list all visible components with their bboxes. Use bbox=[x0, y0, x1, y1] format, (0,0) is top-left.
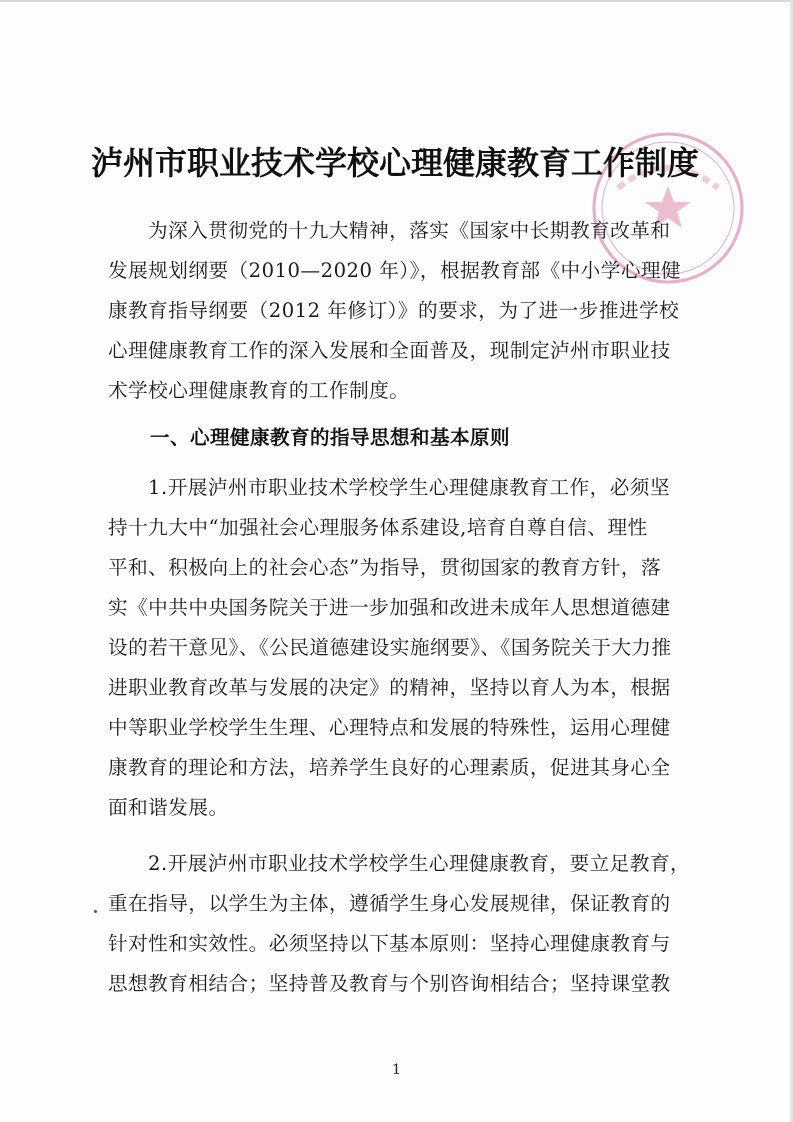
text-line: 实《中共中央国务院关于进一步加强和改进未成年人思想道德建 bbox=[108, 596, 671, 619]
scan-speck bbox=[94, 910, 97, 913]
text-line: 心理健康教育工作的深入发展和全面普及，现制定泸州市职业技 bbox=[108, 339, 671, 362]
text-line: 术学校心理健康教育的工作制度。 bbox=[108, 379, 410, 402]
text-line: 思想教育相结合；坚持普及教育与个别咨询相结合；坚持课堂教 bbox=[108, 972, 671, 995]
text-line: 康教育指导纲要（2012 年修订）》的要求，为了进一步推进学校 bbox=[108, 299, 680, 322]
text-line: 2.开展泸州市职业技术学校学生心理健康教育，要立足教育， bbox=[148, 852, 691, 875]
text-line: 平和、积极向上的社会心态”为指导，贯彻国家的教育方针，落 bbox=[108, 556, 662, 579]
text-line: 康教育的理论和方法，培养学生良好的心理素质，促进其身心全 bbox=[108, 756, 671, 779]
page-number: 1 bbox=[392, 1062, 401, 1078]
text-line: 重在指导，以学生为主体，遵循学生身心发展规律，保证教育的 bbox=[108, 892, 671, 915]
text-line: 进职业教育改革与发展的决定》的精神，坚持以育人为本，根据 bbox=[108, 676, 671, 699]
intro-paragraph bbox=[108, 211, 708, 411]
item-1-paragraph bbox=[108, 468, 708, 828]
text-line: 中等职业学校学生生理、心理特点和发展的特殊性，运用心理健 bbox=[108, 716, 671, 739]
text-line: 发展规划纲要（2010—2020 年）》，根据教育部《中小学心理健 bbox=[108, 259, 682, 282]
text-line: 面和谐发展。 bbox=[108, 796, 229, 819]
item-2-paragraph bbox=[108, 844, 708, 1004]
scan-edge-top bbox=[0, 0, 793, 2]
document-title: 泸州市职业技术学校心理健康教育工作制度 bbox=[90, 144, 699, 182]
text-line: 针对性和实效性。必须坚持以下基本原则：坚持心理健康教育与 bbox=[108, 932, 671, 955]
text-line: 为深入贯彻党的十九大精神，落实《国家中长期教育改革和 bbox=[148, 219, 671, 242]
text-line: 设的若干意见》、《公民道德建设实施纲要》、《国务院关于大力推 bbox=[108, 636, 672, 659]
text-line: 1.开展泸州市职业技术学校学生心理健康教育工作，必须坚 bbox=[148, 476, 671, 499]
section-heading: 一、心理健康教育的指导思想和基本原则 bbox=[150, 426, 511, 449]
text-line: 持十九大中“加强社会心理服务体系建设,培育自尊自信、理性 bbox=[108, 516, 648, 539]
